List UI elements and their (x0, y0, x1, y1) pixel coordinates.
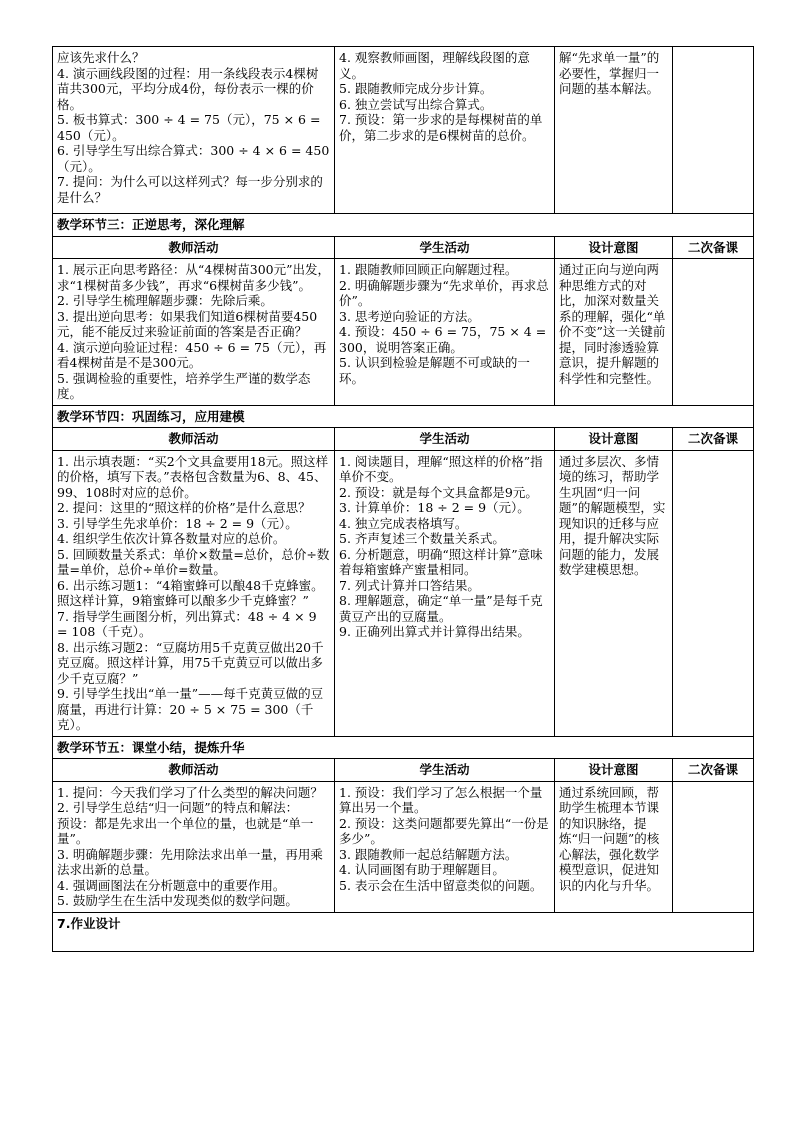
teacher-activity-line: 1. 展示正向思考路径：从“4棵树苗300元”出发，求“1棵树苗多少钱”，再求“6棵树苗多少钱”。 (57, 262, 330, 293)
teacher-activity-line: 4. 强调画图法在分析题意中的重要作用。 (57, 877, 286, 893)
homework-row (53, 912, 754, 951)
header-teacher-activity: 教师活动 (53, 428, 335, 451)
teacher-activity-line: 9. 引导学生找出“单一量”——每千克黄豆做的豆腐量，再进行计算：20 ÷ 5 × 75 = 300（千克）。 (57, 686, 324, 732)
carryover-second-prep (673, 47, 754, 214)
teacher-activity-line: 4. 组织学生依次计算各数量对应的总价。 (57, 531, 286, 546)
design-intent-text: 通过正向与逆向两种思维方式的对比，加深对数量关系的理解，强化“单价不变”这一关键前提，同时渗透验算意识，提升解题的科学性和完整性。 (559, 262, 666, 386)
teacher-activity-line: 1. 提问：今天我们学习了什么类型的解决问题？ (57, 784, 323, 800)
student-activity-line: 3. 跟随教师一起总结解题方法。 (339, 846, 518, 862)
student-activity-line: 7. 列式计算并口答结果。 (339, 577, 480, 593)
student-activity-line: 5. 齐声复述三个数量关系式。 (339, 531, 505, 546)
teacher-activity-line: 2. 引导学生梳理解题步骤：先除后乘。 (57, 293, 273, 308)
carryover-intent-text: 解“先求单一量”的必要性，掌握归一问题的基本解法。 (559, 50, 660, 96)
header-second-prep: 二次备课 (673, 236, 754, 259)
section-content-row (53, 450, 754, 736)
carryover-student-line: 5. 跟随教师完成分步计算。 (339, 81, 493, 96)
student-activity-line: 4. 独立完成表格填写。 (339, 515, 468, 531)
carryover-teacher-line: 应该先求什么？ (57, 50, 145, 65)
student-activity-line: 9. 正确列出算式并计算得出结果。 (339, 624, 530, 639)
second-prep-cell (673, 450, 754, 736)
section-title-row (53, 214, 754, 237)
section-title: 教学环节五：课堂小结，提炼升华 (53, 736, 754, 759)
teacher-activity-cell (53, 259, 335, 406)
header-teacher-activity: 教师活动 (53, 236, 335, 259)
teacher-activity-cell (53, 781, 335, 912)
student-activity-line: 1. 跟随教师回顾正向解题过程。 (339, 262, 518, 277)
student-activity-line: 5. 认识到检验是解题不可或缺的一环。 (339, 355, 530, 386)
carryover-teacher-line: 6. 引导学生写出综合算式：300 ÷ 4 × 6 = 450（元）。 (57, 143, 330, 174)
carryover-teacher-line: 7. 提问：为什么可以这样列式？每一步分别求的是什么？ (57, 174, 323, 205)
section-title-row (53, 736, 754, 759)
header-second-prep: 二次备课 (673, 428, 754, 451)
header-student-activity: 学生活动 (335, 428, 555, 451)
carryover-teacher-activity (53, 47, 335, 214)
section-title: 教学环节三：正逆思考，深化理解 (53, 214, 754, 237)
teacher-activity-line: 3. 引导学生先求单价：18 ÷ 2 = 9（元）。 (57, 515, 298, 531)
teacher-activity-line: 5. 强调检验的重要性，培养学生严谨的数学态度。 (57, 370, 311, 401)
student-activity-line: 2. 预设：就是每个文具盒都是9元。 (339, 484, 538, 500)
carryover-student-line: 4. 观察教师画图，理解线段图的意义。 (339, 50, 530, 81)
student-activity-line: 5. 表示会在生活中留意类似的问题。 (339, 877, 543, 893)
design-intent-cell (555, 259, 673, 406)
header-student-activity: 学生活动 (335, 236, 555, 259)
student-activity-line: 3. 思考逆向验证的方法。 (339, 308, 480, 324)
section-content-row (53, 781, 754, 912)
carryover-student-line: 6. 独立尝试写出综合算式。 (339, 96, 493, 112)
column-header-row (53, 428, 754, 451)
design-intent-text: 通过系统回顾，帮助学生梳理本节课的知识脉络，提炼“归一问题”的核心解法，强化数学模型意识，促进知识的内化与升华。 (559, 784, 660, 893)
teacher-activity-line: 1. 出示填表题：“买2个文具盒要用18元。照这样的价格，填写下表。”表格包含数量为6、8、45、99、108时对应的总价。 (57, 453, 329, 500)
teacher-activity-line: 2. 提问：这里的“照这样的价格”是什么意思？ (57, 500, 311, 515)
student-activity-cell (335, 259, 555, 406)
header-design-intent: 设计意图 (555, 428, 673, 451)
student-activity-line: 1. 阅读题目，理解“照这样的价格”指单价不变。 (339, 453, 543, 484)
carryover-row (53, 47, 754, 214)
student-activity-line: 3. 计算单价：18 ÷ 2 = 9（元）。 (339, 500, 530, 515)
section-title: 教学环节四：巩固练习，应用建模 (53, 405, 754, 428)
teacher-activity-line: 3. 明确解题步骤：先用除法求出单一量，再用乘法求出新的总量。 (57, 846, 323, 877)
teacher-activity-line: 5. 回顾数量关系式：单价×数量=总价，总价÷数量=单价，总价÷单价=数量。 (57, 546, 330, 577)
teacher-activity-line: 5. 鼓励学生在生活中发现类似的数学问题。 (57, 893, 298, 908)
column-header-row (53, 236, 754, 259)
student-activity-line: 4. 认同画图有助于理解题目。 (339, 862, 505, 877)
homework-title: 7.作业设计 (53, 912, 754, 951)
design-intent-cell (555, 450, 673, 736)
header-student-activity: 学生活动 (335, 759, 555, 782)
student-activity-line: 8. 理解题意，确定“单一量”是每千克黄豆产出的豆腐量。 (339, 593, 543, 624)
teacher-activity-line: 7. 指导学生画图分析，列出算式：48 ÷ 4 × 9 = 108（千克）。 (57, 608, 317, 639)
carryover-teacher-line: 5. 板书算式：300 ÷ 4 = 75（元），75 × 6 = 450（元）。 (57, 112, 321, 143)
teacher-activity-line: 2. 引导学生总结“归一问题”的特点和解法： (57, 800, 299, 815)
student-activity-cell (335, 450, 555, 736)
student-activity-line: 2. 明确解题步骤为“先求单价，再求总价”。 (339, 277, 549, 308)
design-intent-text: 通过多层次、多情境的练习，帮助学生巩固“归一问题”的解题模型，实现知识的迁移与应用，提升解决实际问题的能力，发展数学建模思想。 (559, 453, 666, 577)
section-title-row (53, 405, 754, 428)
student-activity-line: 4. 预设：450 ÷ 6 = 75，75 × 4 = 300，说明答案正确。 (339, 324, 547, 355)
header-design-intent: 设计意图 (555, 236, 673, 259)
column-header-row (53, 759, 754, 782)
teacher-activity-cell (53, 450, 335, 736)
header-teacher-activity: 教师活动 (53, 759, 335, 782)
lesson-plan-table (52, 46, 754, 952)
teacher-activity-line: 4. 演示逆向验证过程：450 ÷ 6 = 75（元），再看4棵树苗是不是300元。 (57, 339, 327, 370)
student-activity-line: 1. 预设：我们学习了怎么根据一个量算出另一个量。 (339, 784, 543, 815)
student-activity-line: 6. 分析题意，明确“照这样计算”意味着每箱蜜蜂产蜜量相同。 (339, 546, 543, 577)
section-content-row (53, 259, 754, 406)
header-design-intent: 设计意图 (555, 759, 673, 782)
second-prep-cell (673, 259, 754, 406)
teacher-activity-line: 8. 出示练习题2：“豆腐坊用5千克黄豆做出20千克豆腐。照这样计算，用75千克黄豆可以做出多少千克豆腐？” (57, 639, 324, 686)
carryover-teacher-line: 4. 演示画线段图的过程：用一条线段表示4棵树苗共300元，平均分成4份，每份表示一棵的价格。 (57, 65, 319, 112)
design-intent-cell (555, 781, 673, 912)
teacher-activity-line: 6. 出示练习题1：“4箱蜜蜂可以酿48千克蜂蜜。照这样计算，9箱蜜蜂可以酿多少千克蜂蜜？” (57, 577, 324, 608)
carryover-student-line: 7. 预设：第一步求的是每棵树苗的单价，第二步求的是6棵树苗的总价。 (339, 112, 543, 143)
student-activity-line: 2. 预设：这类问题都要先算出“一份是多少”。 (339, 815, 549, 846)
second-prep-cell (673, 781, 754, 912)
carryover-student-activity (335, 47, 555, 214)
carryover-design-intent (555, 47, 673, 214)
header-second-prep: 二次备课 (673, 759, 754, 782)
teacher-activity-line: 预设：都是先求出一个单位的量，也就是“单一量”。 (57, 815, 314, 846)
student-activity-cell (335, 781, 555, 912)
teacher-activity-line: 3. 提出逆向思考：如果我们知道6棵树苗要450元，能不能反过来验证前面的答案是否正确？ (57, 308, 318, 339)
